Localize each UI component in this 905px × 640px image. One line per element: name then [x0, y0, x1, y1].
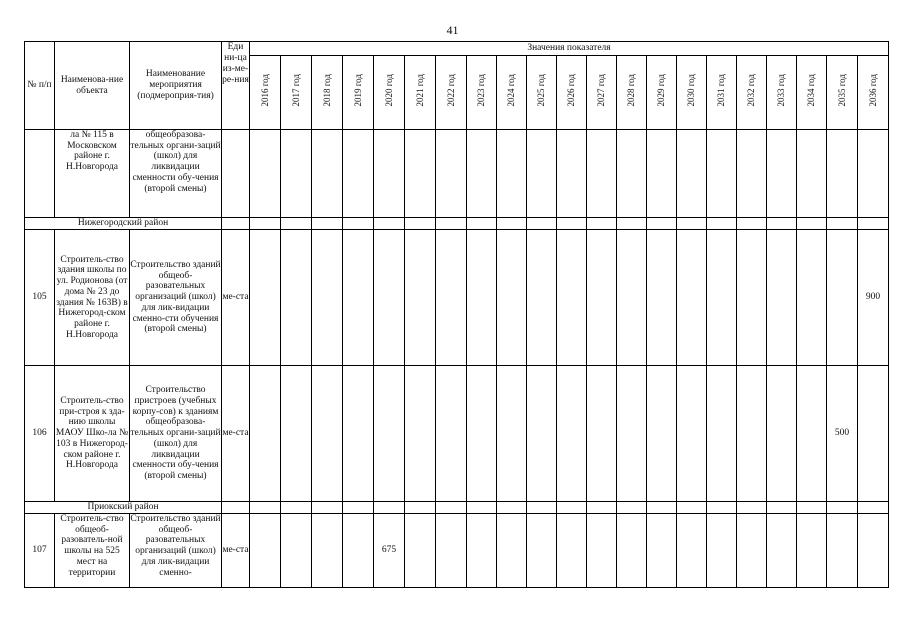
value-cell	[677, 230, 707, 366]
empty-cell	[858, 218, 889, 230]
empty-cell	[312, 218, 343, 230]
row-number: 106	[25, 366, 55, 502]
header-year: 2025 год	[527, 56, 557, 130]
empty-cell	[467, 218, 497, 230]
empty-cell	[767, 502, 797, 514]
value-cell	[737, 514, 767, 588]
empty-cell	[617, 218, 647, 230]
value-cell	[405, 130, 436, 218]
table-row	[25, 130, 889, 218]
value-cell	[707, 366, 737, 502]
value-cell	[527, 130, 557, 218]
header-year: 2016 год	[250, 56, 281, 130]
empty-cell	[797, 218, 827, 230]
value-cell	[827, 230, 858, 366]
empty-cell	[827, 218, 858, 230]
value-cell	[557, 514, 587, 588]
unit-cell: ме-ста	[222, 366, 250, 502]
header-year: 2018 год	[312, 56, 343, 130]
value-cell	[858, 514, 889, 588]
empty-cell	[527, 502, 557, 514]
value-cell	[250, 130, 281, 218]
header-year: 2021 год	[405, 56, 436, 130]
header-year: 2029 год	[647, 56, 677, 130]
empty-cell	[281, 502, 312, 514]
value-cell	[557, 130, 587, 218]
value-cell	[587, 230, 617, 366]
empty-cell	[707, 218, 737, 230]
value-cell	[497, 130, 527, 218]
table-row	[25, 366, 889, 502]
header-year: 2034 год	[797, 56, 827, 130]
empty-cell	[827, 502, 858, 514]
empty-cell	[737, 218, 767, 230]
header-values-title: Значения показателя	[250, 42, 889, 56]
object-name: Строитель-ство здания школы по ул. Родионова (от дома № 23 до здания № 163В) в Нижегород-ском районе г. Н.Новгорода	[55, 230, 130, 366]
value-cell	[677, 130, 707, 218]
value-cell	[737, 366, 767, 502]
page-number: 41	[446, 23, 459, 37]
header-unit: Еди ни-ца из-ме-ре-ния	[222, 42, 250, 130]
value-cell	[312, 514, 343, 588]
value-cell	[767, 366, 797, 502]
value-cell	[827, 130, 858, 218]
section-row	[25, 502, 889, 514]
value-cell	[343, 230, 374, 366]
empty-cell	[647, 502, 677, 514]
value-cell	[647, 514, 677, 588]
empty-cell	[557, 218, 587, 230]
value-cell	[343, 514, 374, 588]
empty-cell	[250, 218, 281, 230]
value-cell	[707, 130, 737, 218]
value-cell	[587, 366, 617, 502]
value-cell	[374, 130, 405, 218]
value-cell	[767, 230, 797, 366]
value-cell	[677, 366, 707, 502]
object-name: Строитель-ство при-строя к зда-нию школы МАОУ Шко-ла № 103 в Нижегород-ском районе г. Н.Новгорода	[55, 366, 130, 502]
value-cell: 500	[827, 366, 858, 502]
value-cell	[312, 366, 343, 502]
value-cell	[617, 230, 647, 366]
indicator-table	[24, 41, 889, 588]
header-number: № п/п	[25, 42, 55, 130]
value-cell	[374, 366, 405, 502]
value-cell	[858, 130, 889, 218]
empty-cell	[436, 502, 467, 514]
event-name: общеобразова-тельных органи-заций (школ) для ликвидации сменности обу-чения (второй смены)	[130, 130, 222, 218]
header-year: 2033 год	[767, 56, 797, 130]
empty-cell	[677, 218, 707, 230]
event-name: Строительство пристроев (учебных корпу-сов) к зданиям общеобразова-тельных органи-заций (школ) для ликвидации сменности обу-чения (второй смены)	[130, 366, 222, 502]
header-year: 2023 год	[467, 56, 497, 130]
table-row	[25, 514, 889, 588]
value-cell	[797, 230, 827, 366]
value-cell	[250, 514, 281, 588]
empty-cell	[405, 218, 436, 230]
unit-cell: ме-ста	[222, 514, 250, 588]
event-name: Строительство зданий общеоб-разовательных организаций (школ) для лик-видации сменно-	[130, 514, 222, 588]
header-year: 2020 год	[374, 56, 405, 130]
empty-cell	[343, 502, 374, 514]
value-cell	[497, 230, 527, 366]
table-row	[25, 230, 889, 366]
header-object: Наименова-ние объекта	[55, 42, 130, 130]
empty-cell	[557, 502, 587, 514]
value-cell: 900	[858, 230, 889, 366]
value-cell	[405, 514, 436, 588]
empty-cell	[497, 502, 527, 514]
value-cell	[677, 514, 707, 588]
value-cell	[250, 230, 281, 366]
value-cell	[797, 366, 827, 502]
empty-cell	[222, 502, 250, 514]
empty-cell	[436, 218, 467, 230]
empty-cell	[617, 502, 647, 514]
empty-cell	[797, 502, 827, 514]
value-cell	[617, 514, 647, 588]
empty-cell	[281, 218, 312, 230]
value-cell	[527, 514, 557, 588]
value-cell	[587, 514, 617, 588]
empty-cell	[587, 502, 617, 514]
empty-cell	[858, 502, 889, 514]
value-cell	[405, 230, 436, 366]
empty-cell	[587, 218, 617, 230]
header-year: 2031 год	[707, 56, 737, 130]
event-name: Строительство зданий общеоб-разовательных организаций (школ) для лик-видации сменно-сти обучения (второй смены)	[130, 230, 222, 366]
value-cell	[436, 366, 467, 502]
value-cell	[647, 230, 677, 366]
header-year: 2032 год	[737, 56, 767, 130]
value-cell	[557, 366, 587, 502]
value-cell	[617, 366, 647, 502]
empty-cell	[405, 502, 436, 514]
value-cell	[587, 130, 617, 218]
value-cell	[436, 130, 467, 218]
value-cell	[250, 366, 281, 502]
value-cell	[737, 230, 767, 366]
empty-cell	[374, 218, 405, 230]
value-cell	[281, 366, 312, 502]
row-number: 105	[25, 230, 55, 366]
empty-cell	[767, 218, 797, 230]
value-cell	[312, 230, 343, 366]
header-year: 2035 год	[827, 56, 858, 130]
value-cell	[467, 514, 497, 588]
empty-cell	[737, 502, 767, 514]
value-cell	[707, 230, 737, 366]
header-year: 2022 год	[436, 56, 467, 130]
header-year: 2028 год	[617, 56, 647, 130]
empty-cell	[647, 218, 677, 230]
value-cell	[343, 366, 374, 502]
value-cell	[647, 366, 677, 502]
value-cell	[797, 514, 827, 588]
empty-cell	[222, 218, 250, 230]
empty-cell	[527, 218, 557, 230]
unit-cell: ме-ста	[222, 230, 250, 366]
empty-cell	[677, 502, 707, 514]
value-cell	[281, 514, 312, 588]
section-title: Приокский район	[25, 502, 222, 514]
value-cell: 675	[374, 514, 405, 588]
value-cell	[405, 366, 436, 502]
section-title: Нижегородский район	[25, 218, 222, 230]
header-year: 2027 год	[587, 56, 617, 130]
header-year: 2017 год	[281, 56, 312, 130]
empty-cell	[707, 502, 737, 514]
value-cell	[737, 130, 767, 218]
value-cell	[527, 230, 557, 366]
empty-cell	[374, 502, 405, 514]
empty-cell	[497, 218, 527, 230]
value-cell	[497, 366, 527, 502]
value-cell	[467, 130, 497, 218]
value-cell	[497, 514, 527, 588]
header-year: 2030 год	[677, 56, 707, 130]
section-row	[25, 218, 889, 230]
row-number	[25, 130, 55, 218]
value-cell	[858, 366, 889, 502]
value-cell	[467, 366, 497, 502]
value-cell	[343, 130, 374, 218]
value-cell	[617, 130, 647, 218]
header-year: 2026 год	[557, 56, 587, 130]
value-cell	[767, 514, 797, 588]
header-year: 2036 год	[858, 56, 889, 130]
value-cell	[647, 130, 677, 218]
header-year: 2024 год	[497, 56, 527, 130]
value-cell	[436, 230, 467, 366]
value-cell	[281, 130, 312, 218]
object-name: ла № 115 в Московском районе г. Н.Новгорода	[55, 130, 130, 218]
row-number: 107	[25, 514, 55, 588]
value-cell	[281, 230, 312, 366]
value-cell	[557, 230, 587, 366]
value-cell	[827, 514, 858, 588]
value-cell	[467, 230, 497, 366]
header-event: Наименование мероприятия (подмероприя-тия)	[130, 42, 222, 130]
value-cell	[527, 366, 557, 502]
empty-cell	[467, 502, 497, 514]
value-cell	[707, 514, 737, 588]
value-cell	[767, 130, 797, 218]
empty-cell	[250, 502, 281, 514]
value-cell	[436, 514, 467, 588]
header-year: 2019 год	[343, 56, 374, 130]
value-cell	[797, 130, 827, 218]
empty-cell	[343, 218, 374, 230]
value-cell	[374, 230, 405, 366]
value-cell	[312, 130, 343, 218]
object-name: Строитель-ство общеоб-разователь-ной школы на 525 мест на территории	[55, 514, 130, 588]
unit-cell	[222, 130, 250, 218]
empty-cell	[312, 502, 343, 514]
